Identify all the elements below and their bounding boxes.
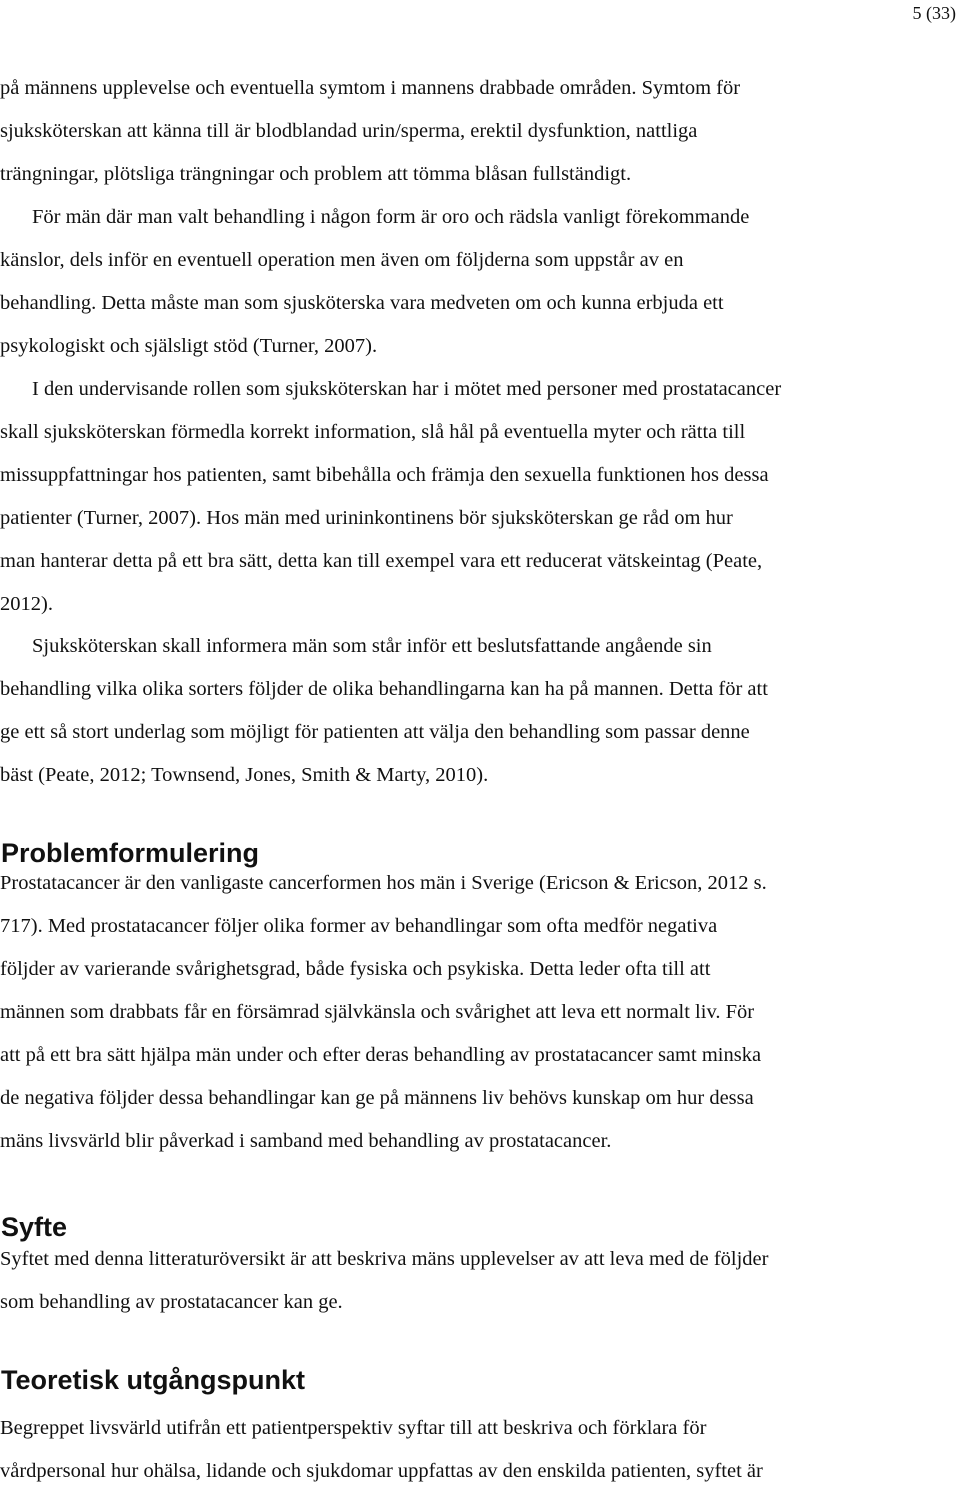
text-line: mäns livsvärld blir påverkad i samband med behandling av prostatacancer. xyxy=(0,1130,612,1152)
text-line: 717). Med prostatacancer följer olika former av behandlingar som ofta medför negativa xyxy=(0,915,718,937)
text-line: Sjuksköterskan skall informera män som står inför ett beslutsfattande angående sin xyxy=(32,635,712,657)
text-line: känslor, dels inför en eventuell operation men även om följderna som uppstår av en xyxy=(0,249,684,271)
text-line: trängningar, plötsliga trängningar och problem att tömma blåsan fullständigt. xyxy=(0,163,632,185)
heading-syfte: Syfte xyxy=(1,1212,68,1242)
paragraph-3 xyxy=(0,368,781,626)
text-line: missuppfattningar hos patienten, samt bibehålla och främja den sexuella funktionen hos dessa xyxy=(0,464,769,486)
text-line: männen som drabbats får en försämrad självkänsla och svårighet att leva ett normalt liv. För xyxy=(0,1001,755,1023)
text-line: sjuksköterskan att känna till är blodblandad urin/sperma, erektil dysfunktion, nattliga xyxy=(0,120,698,142)
text-line: behandling. Detta måste man som sjusköterska vara medveten om och kunna erbjuda ett xyxy=(0,292,724,314)
text-line: behandling vilka olika sorters följder de olika behandlingarna kan ha på mannen. Detta för att xyxy=(0,678,768,700)
text-line: vårdpersonal hur ohälsa, lidande och sjukdomar uppfattas av den enskilda patienten, syftet är xyxy=(0,1460,763,1482)
paragraph-7 xyxy=(0,1407,763,1493)
text-line: Begreppet livsvärld utifrån ett patientperspektiv syftar till att beskriva och förklara för xyxy=(0,1417,707,1439)
paragraph-4 xyxy=(0,625,768,797)
paragraph-6 xyxy=(0,1238,768,1324)
paragraph-5 xyxy=(0,862,767,1163)
text-line: bäst (Peate, 2012; Townsend, Jones, Smith & Marty, 2010). xyxy=(0,764,489,786)
text-line: psykologiskt och själsligt stöd (Turner, 2007). xyxy=(0,335,378,357)
text-line: 2012). xyxy=(0,593,53,615)
heading-problemformulering: Problemformulering xyxy=(1,838,260,868)
page-number: 5 (33) xyxy=(912,3,956,23)
paragraph-2 xyxy=(0,196,749,368)
text-line: som behandling av prostatacancer kan ge. xyxy=(0,1291,343,1313)
text-line: patienter (Turner, 2007). Hos män med urininkontinens bör sjuksköterskan ge råd om hur xyxy=(0,507,733,529)
text-line: Syftet med denna litteraturöversikt är att beskriva mäns upplevelser av att leva med de följder xyxy=(0,1248,769,1270)
text-line: på männens upplevelse och eventuella symtom i mannens drabbade områden. Symtom för xyxy=(0,77,741,99)
text-line: Prostatacancer är den vanligaste cancerformen hos män i Sverige (Ericson & Ericson, 2012 s. xyxy=(0,872,767,894)
text-line: att på ett bra sätt hjälpa män under och efter deras behandling av prostatacancer samt minska xyxy=(0,1044,762,1066)
paragraph-1 xyxy=(0,67,740,196)
text-line: För män där man valt behandling i någon form är oro och rädsla vanligt förekommande xyxy=(32,206,750,228)
text-line: ge ett så stort underlag som möjligt för patienten att välja den behandling som passar denne xyxy=(0,721,750,743)
heading-teoretisk-utgangspunkt: Teoretisk utgångspunkt xyxy=(1,1365,306,1395)
text-line: I den undervisande rollen som sjuksköterskan har i mötet med personer med prostatacancer xyxy=(32,378,782,400)
text-line: man hanterar detta på ett bra sätt, detta kan till exempel vara ett reducerat vätskeintag (Peate, xyxy=(0,550,763,572)
text-line: de negativa följder dessa behandlingar kan ge på männens liv behövs kunskap om hur dessa xyxy=(0,1087,754,1109)
text-line: skall sjuksköterskan förmedla korrekt information, slå hål på eventuella myter och rätta till xyxy=(0,421,746,443)
text-line: följder av varierande svårighetsgrad, både fysiska och psykiska. Detta leder ofta till att xyxy=(0,958,711,980)
